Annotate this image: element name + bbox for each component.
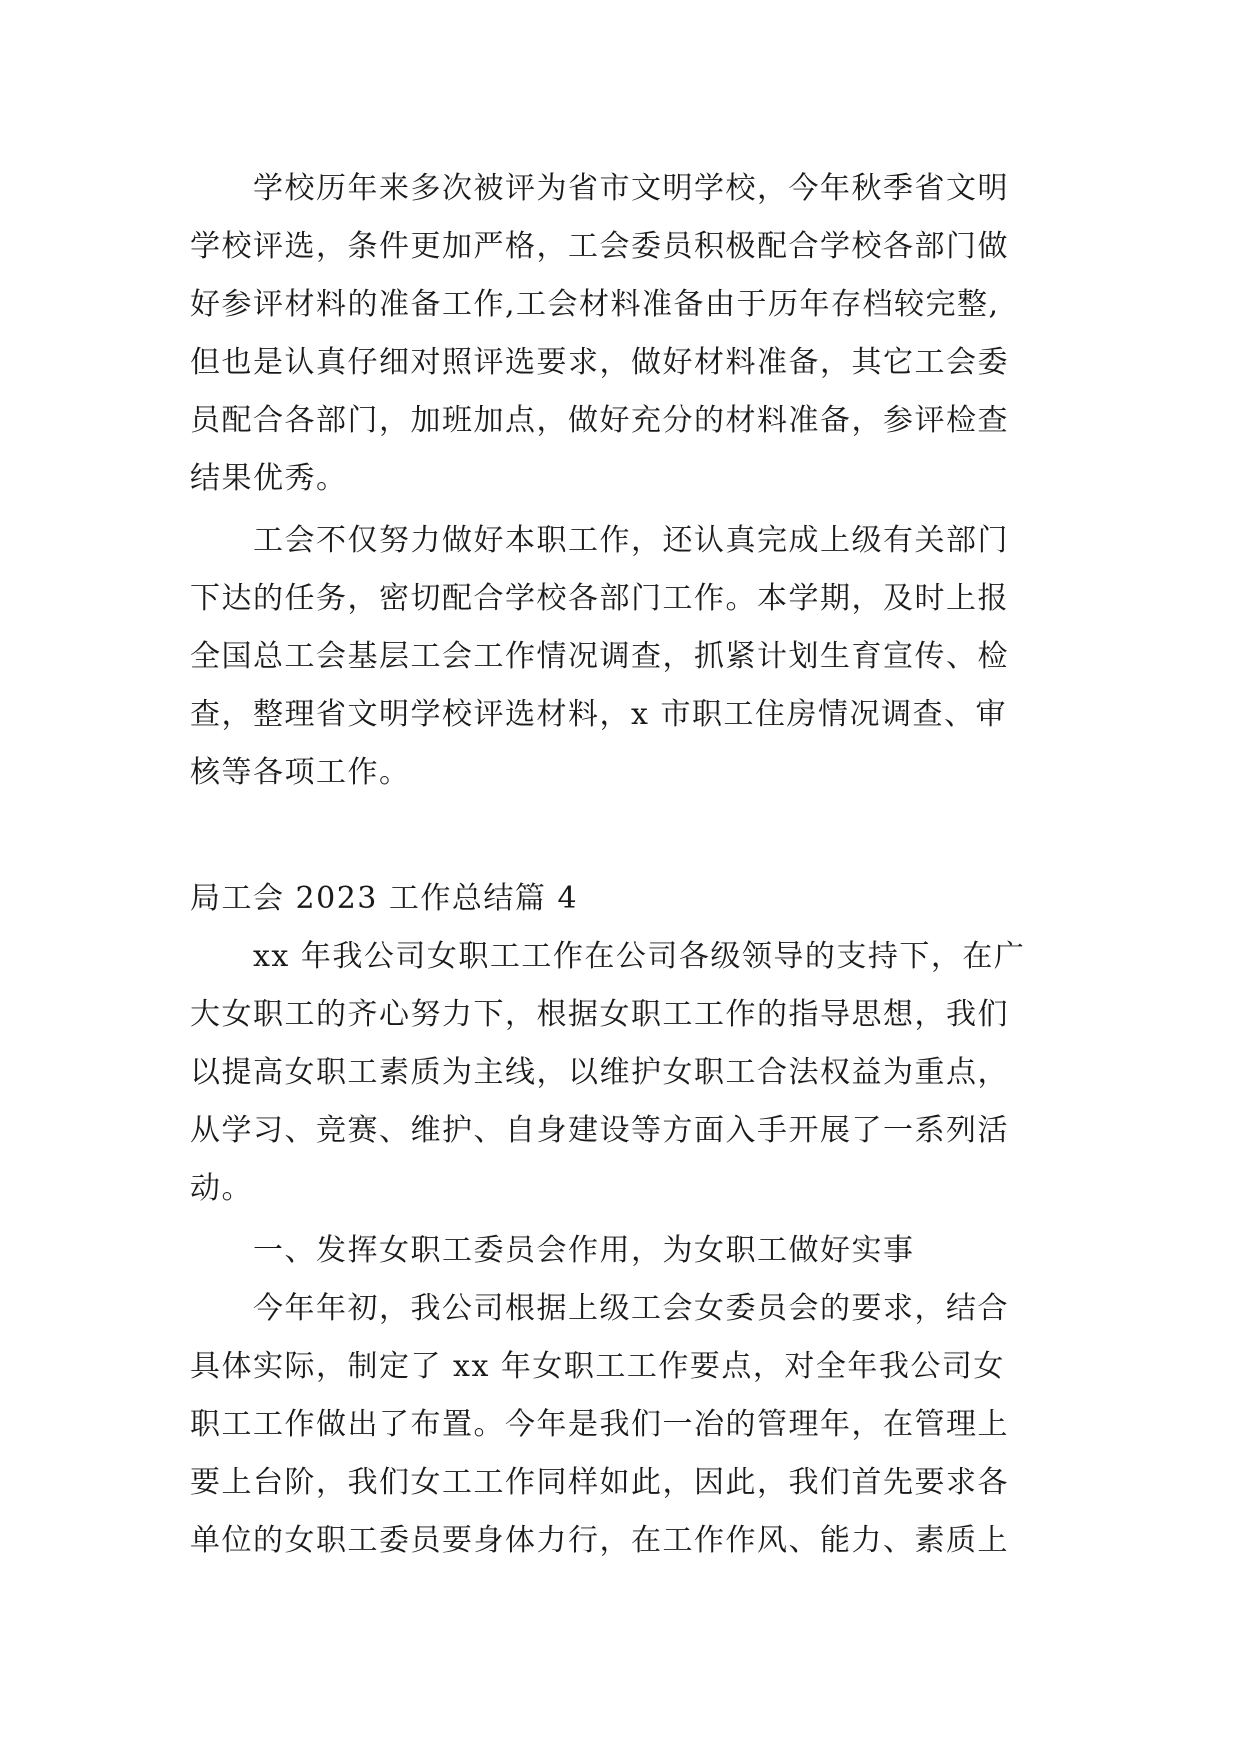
text-line: 今年年初，我公司根据上级工会女委员会的要求，结合 <box>190 1291 1009 1326</box>
text-line: 具体实际，制定了 xx 年女职工工作要点，对全年我公司女 <box>190 1349 1005 1384</box>
text-line: 学校历年来多次被评为省市文明学校，今年秋季省文明 <box>190 171 1009 206</box>
section-title: 局工会 2023 工作总结篇 4 <box>190 881 579 916</box>
document-page <box>190 160 1090 1570</box>
text-line: 但也是认真仔细对照评选要求，做好材料准备，其它工会委 <box>190 345 1009 380</box>
text-line: 以提高女职工素质为主线，以维护女职工合法权益为重点， <box>190 1055 1009 1090</box>
paragraph-3 <box>190 928 1090 1218</box>
paragraph-1 <box>190 160 1090 508</box>
text-line: 下达的任务，密切配合学校各部门工作。本学期，及时上报 <box>190 581 1009 616</box>
text-line: 学校评选，条件更加严格，工会委员积极配合学校各部门做 <box>190 229 1009 264</box>
text-line: 核等各项工作。 <box>190 755 411 790</box>
text-line: 要上台阶，我们女工工作同样如此，因此，我们首先要求各 <box>190 1465 1009 1500</box>
text-line: 结果优秀。 <box>190 461 348 496</box>
paragraph-2 <box>190 512 1090 802</box>
text-line: 工会不仅努力做好本职工作，还认真完成上级有关部门 <box>190 523 1009 558</box>
text-line: xx 年我公司女职工工作在公司各级领导的支持下，在广 <box>190 939 1026 974</box>
text-line: 大女职工的齐心努力下，根据女职工工作的指导思想，我们 <box>190 997 1009 1032</box>
subheading: 一、发挥女职工委员会作用，为女职工做好实事 <box>190 1233 915 1268</box>
text-line: 员配合各部门，加班加点，做好充分的材料准备，参评检查 <box>190 403 1009 438</box>
text-line: 从学习、竞赛、维护、自身建设等方面入手开展了一系列活 <box>190 1113 1009 1148</box>
text-line: 好参评材料的准备工作,工会材料准备由于历年存档较完整, <box>190 287 1000 322</box>
text-line: 单位的女职工委员要身体力行，在工作作风、能力、素质上 <box>190 1523 1009 1558</box>
text-line: 全国总工会基层工会工作情况调查，抓紧计划生育宣传、检 <box>190 639 1009 674</box>
paragraph-4 <box>190 1280 1090 1570</box>
text-line: 查，整理省文明学校评选材料，x 市职工住房情况调查、审 <box>190 697 1007 732</box>
text-line: 动。 <box>190 1171 253 1206</box>
text-line: 职工工作做出了布置。今年是我们一冶的管理年，在管理上 <box>190 1407 1009 1442</box>
